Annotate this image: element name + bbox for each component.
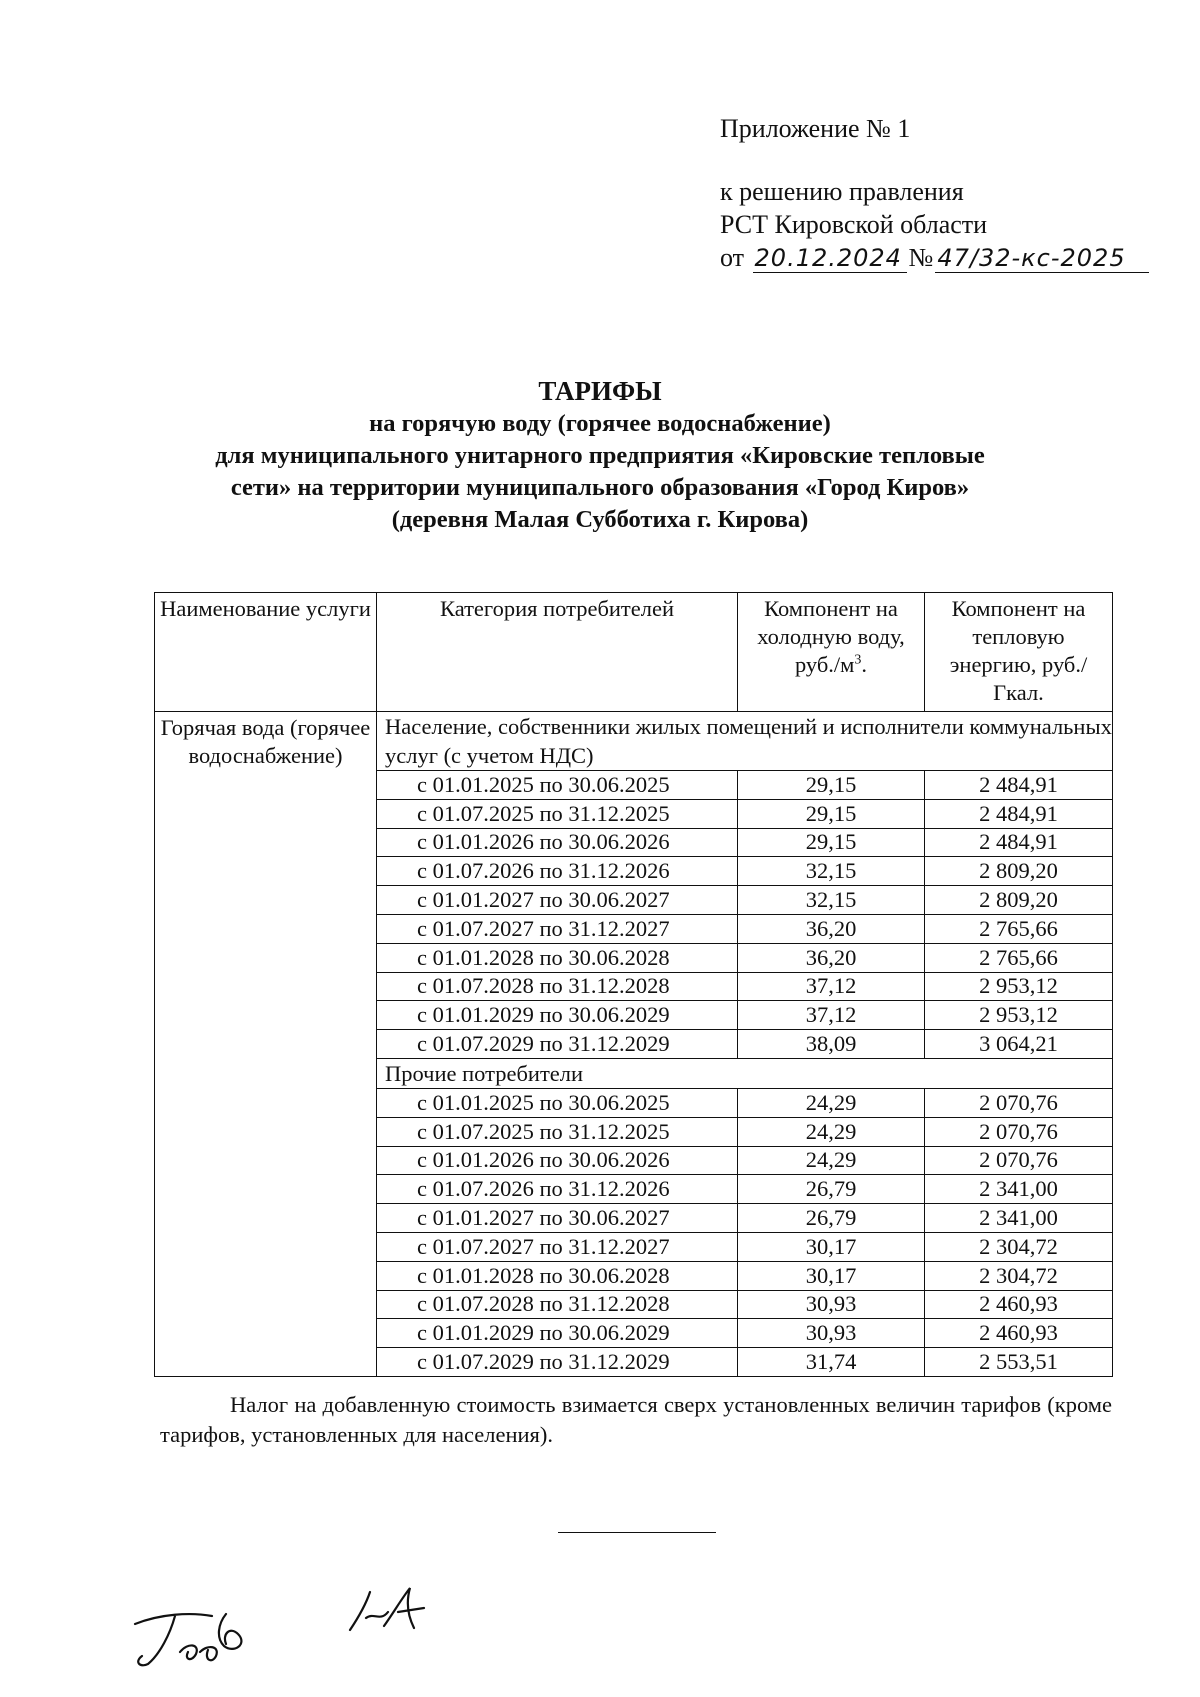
period-cell: с 01.01.2029 по 30.06.2029: [377, 1001, 738, 1030]
title-line3: сети» на территории муниципального образования «Город Киров»: [230, 474, 970, 501]
period-cell: с 01.01.2026 по 30.06.2026: [377, 828, 738, 857]
heat-energy-cell: 2 809,20: [925, 857, 1113, 886]
cold-water-cell: 31,74: [738, 1348, 925, 1377]
cold-water-cell: 38,09: [738, 1030, 925, 1059]
signature-1: [130, 1604, 260, 1674]
heat-energy-cell: 2 484,91: [925, 799, 1113, 828]
cold-water-cell: 24,29: [738, 1146, 925, 1175]
vat-note: Налог на добавленную стоимость взимается сверх установленных величин тарифов (кроме тарифов, установленных для населения).: [160, 1392, 1112, 1447]
header-service: Наименование услуги: [155, 593, 377, 712]
title-line2: для муниципального унитарного предприятия «Кировские тепловые: [215, 442, 985, 469]
cold-water-cell: 29,15: [738, 799, 925, 828]
appendix-date-line: [720, 241, 1151, 274]
cold-water-cell: 32,15: [738, 886, 925, 915]
cold-water-cell: 24,29: [738, 1117, 925, 1146]
cold-water-cell: 36,20: [738, 943, 925, 972]
period-cell: с 01.01.2026 по 30.06.2026: [377, 1146, 738, 1175]
cold-water-cell: 30,93: [738, 1319, 925, 1348]
heat-energy-cell: 2 070,76: [925, 1146, 1113, 1175]
divider-line: [558, 1532, 716, 1533]
service-name: Горячая вода (горячее водоснабжение): [155, 712, 377, 1377]
cold-water-cell: 37,12: [738, 1001, 925, 1030]
heat-energy-cell: 2 460,93: [925, 1290, 1113, 1319]
period-cell: с 01.07.2028 по 31.12.2028: [377, 1290, 738, 1319]
title-main: ТАРИФЫ: [538, 376, 662, 406]
period-cell: с 01.01.2028 по 30.06.2028: [377, 1261, 738, 1290]
heat-energy-cell: 2 341,00: [925, 1204, 1113, 1233]
heat-energy-cell: 2 765,66: [925, 914, 1113, 943]
heat-energy-cell: 2 809,20: [925, 886, 1113, 915]
cold-water-cell: 26,79: [738, 1204, 925, 1233]
consumer-group-name: Население, собственники жилых помещений и исполнители коммунальных услуг (с учетом НДС): [377, 712, 1113, 771]
period-cell: с 01.07.2027 по 31.12.2027: [377, 914, 738, 943]
period-cell: с 01.01.2025 по 30.06.2025: [377, 1088, 738, 1117]
cold-water-cell: 29,15: [738, 828, 925, 857]
cold-water-cell: 32,15: [738, 857, 925, 886]
header-category: Категория потребителей: [377, 593, 738, 712]
title-line1: на горячую воду (горячее водоснабжение): [369, 410, 831, 437]
table-header-row: [155, 593, 1113, 712]
cold-water-cell: 30,17: [738, 1261, 925, 1290]
period-cell: с 01.01.2027 по 30.06.2027: [377, 886, 738, 915]
heat-energy-cell: 2 484,91: [925, 828, 1113, 857]
number-prefix: №: [908, 243, 934, 272]
heat-energy-cell: 2 953,12: [925, 972, 1113, 1001]
period-cell: с 01.07.2026 по 31.12.2026: [377, 857, 738, 886]
appendix-line1: к решению правления: [720, 177, 964, 206]
period-cell: с 01.01.2028 по 30.06.2028: [377, 943, 738, 972]
header-cold-water: Компонент на холодную воду, $руб./м^3$.: [738, 593, 925, 712]
period-cell: с 01.07.2029 по 31.12.2029: [377, 1348, 738, 1377]
cold-water-cell: 29,15: [738, 771, 925, 800]
heat-energy-cell: 2 070,76: [925, 1088, 1113, 1117]
period-cell: с 01.07.2025 по 31.12.2025: [377, 799, 738, 828]
title-line4: (деревня Малая Субботиха г. Кирова): [391, 506, 809, 533]
cold-water-cell: 30,17: [738, 1232, 925, 1261]
heat-energy-cell: 2 765,66: [925, 943, 1113, 972]
period-cell: с 01.07.2028 по 31.12.2028: [377, 972, 738, 1001]
decision-number: 47/32-кс-2025: [935, 244, 1149, 273]
document-title: [150, 374, 1050, 536]
appendix-block: [720, 112, 1151, 274]
period-cell: с 01.07.2025 по 31.12.2025: [377, 1117, 738, 1146]
heat-energy-cell: 2 484,91: [925, 771, 1113, 800]
cold-water-cell: 37,12: [738, 972, 925, 1001]
period-cell: с 01.07.2027 по 31.12.2027: [377, 1232, 738, 1261]
heat-energy-cell: 2 070,76: [925, 1117, 1113, 1146]
heat-energy-cell: 2 553,51: [925, 1348, 1113, 1377]
cold-water-cell: 36,20: [738, 914, 925, 943]
group-row: [155, 712, 1113, 771]
heat-energy-cell: 2 953,12: [925, 1001, 1113, 1030]
appendix-number: Приложение № 1: [720, 114, 911, 143]
heat-energy-cell: 2 304,72: [925, 1261, 1113, 1290]
period-cell: с 01.07.2026 по 31.12.2026: [377, 1175, 738, 1204]
signature-2: [340, 1582, 440, 1642]
appendix-line2: РСТ Кировской области: [720, 210, 988, 239]
date-prefix: от: [720, 243, 745, 272]
period-cell: с 01.01.2025 по 30.06.2025: [377, 771, 738, 800]
header-heat-energy: Компонент на тепловую энергию, руб./Гкал.: [925, 593, 1113, 712]
heat-energy-cell: 2 341,00: [925, 1175, 1113, 1204]
consumer-group-name: Прочие потребители: [377, 1058, 1113, 1088]
heat-energy-cell: 3 064,21: [925, 1030, 1113, 1059]
period-cell: с 01.07.2029 по 31.12.2029: [377, 1030, 738, 1059]
cold-water-cell: 24,29: [738, 1088, 925, 1117]
period-cell: с 01.01.2027 по 30.06.2027: [377, 1204, 738, 1233]
tariff-table: [154, 592, 1113, 1377]
heat-energy-cell: 2 460,93: [925, 1319, 1113, 1348]
cold-water-cell: 30,93: [738, 1290, 925, 1319]
period-cell: с 01.01.2029 по 30.06.2029: [377, 1319, 738, 1348]
heat-energy-cell: 2 304,72: [925, 1232, 1113, 1261]
decision-date: 20.12.2024: [753, 244, 907, 273]
cold-water-cell: 26,79: [738, 1175, 925, 1204]
